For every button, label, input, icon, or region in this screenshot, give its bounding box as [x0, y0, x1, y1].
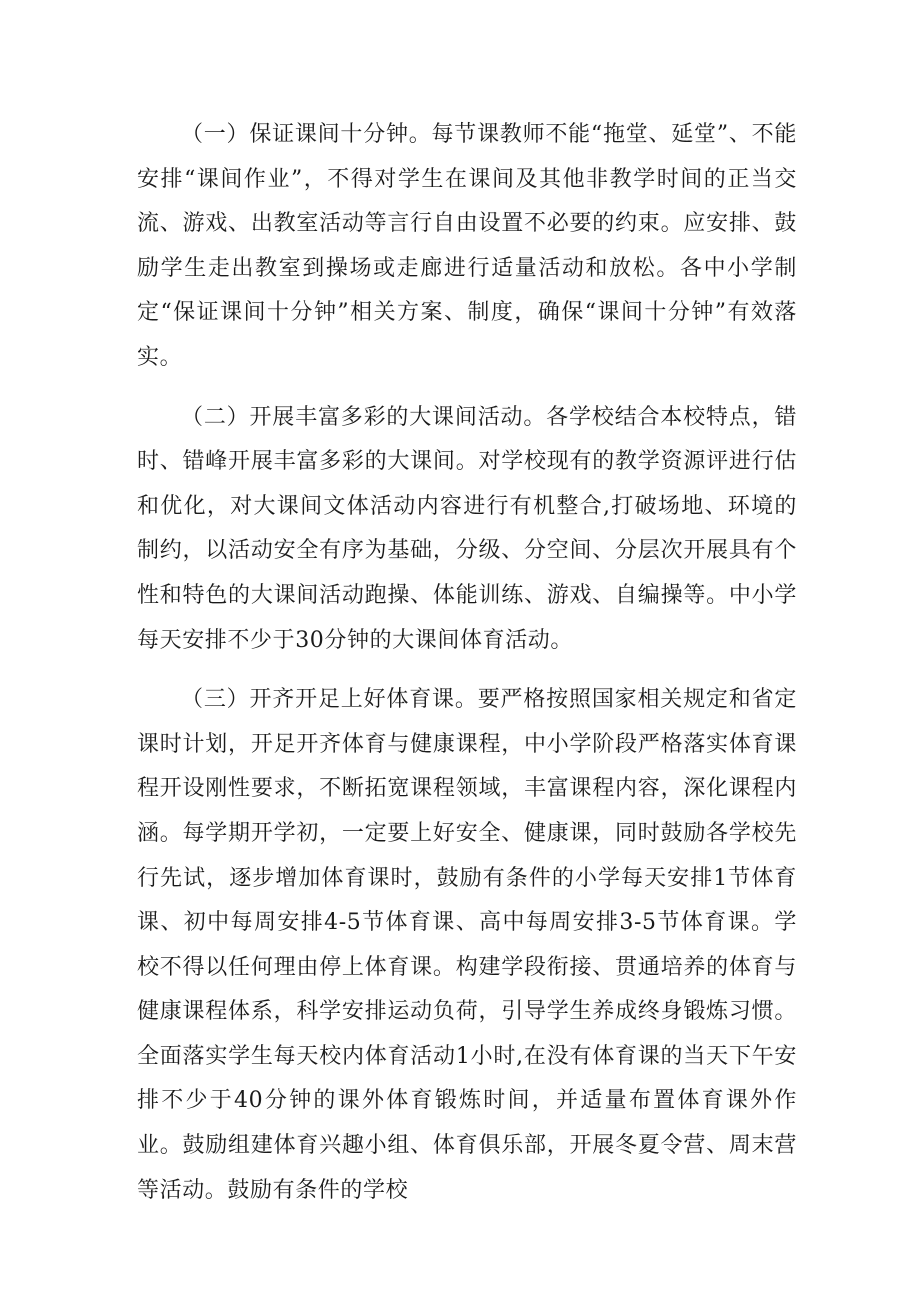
paragraph-3: （三）开齐开足上好体育课。要严格按照国家相关规定和省定课时计划，开足开齐体育与健康课程，中小学阶段严格落实体育课程开设刚性要求，不断拓宽课程领域，丰富课程内容，深化课程内涵。每学期开学初，一定要上好安全、健康课，同时鼓励各学校先行先试，逐步增加体育课时，鼓励有条件的小学每天安排1节体育课、初中每周安排4-5节体育课、高中每周安排3-5节体育课。学校不得以任何理由停上体育课。构建学段衔接、贯通培养的体育与健康课程体系，科学安排运动负荷，引导学生养成终身锻炼习惯。全面落实学生每天校内体育活动1小时,在没有体育课的当天下午安排不少于40分钟的课外体育锻炼时间，并适量布置体育课外作业。鼓励组建体育兴趣小组、体育俱乐部，开展冬夏令营、周末营等活动。鼓励有条件的学校	[137, 687, 797, 1203]
document-body	[137, 113, 797, 1213]
paragraph-1: （一）保证课间十分钟。每节课教师不能“拖堂、延堂”、不能安排“课间作业”，不得对学生在课间及其他非教学时间的正当交流、游戏、出教室活动等言行自由设置不必要的约束。应安排、鼓励学生走出教室到操场或走廊进行适量活动和放松。各中小学制定“保证课间十分钟”相关方案、制度，确保“课间十分钟”有效落实。	[137, 122, 797, 370]
paragraph-2: （二）开展丰富多彩的大课间活动。各学校结合本校特点，错时、错峰开展丰富多彩的大课间。对学校现有的教学资源评进行估和优化，对大课间文体活动内容进行有机整合,打破场地、环境的制约，以活动安全有序为基础，分级、分空间、分层次开展具有个性和特色的大课间活动跑操、体能训练、游戏、自编操等。中小学每天安排不少于30分钟的大课间体育活动。	[137, 404, 797, 653]
